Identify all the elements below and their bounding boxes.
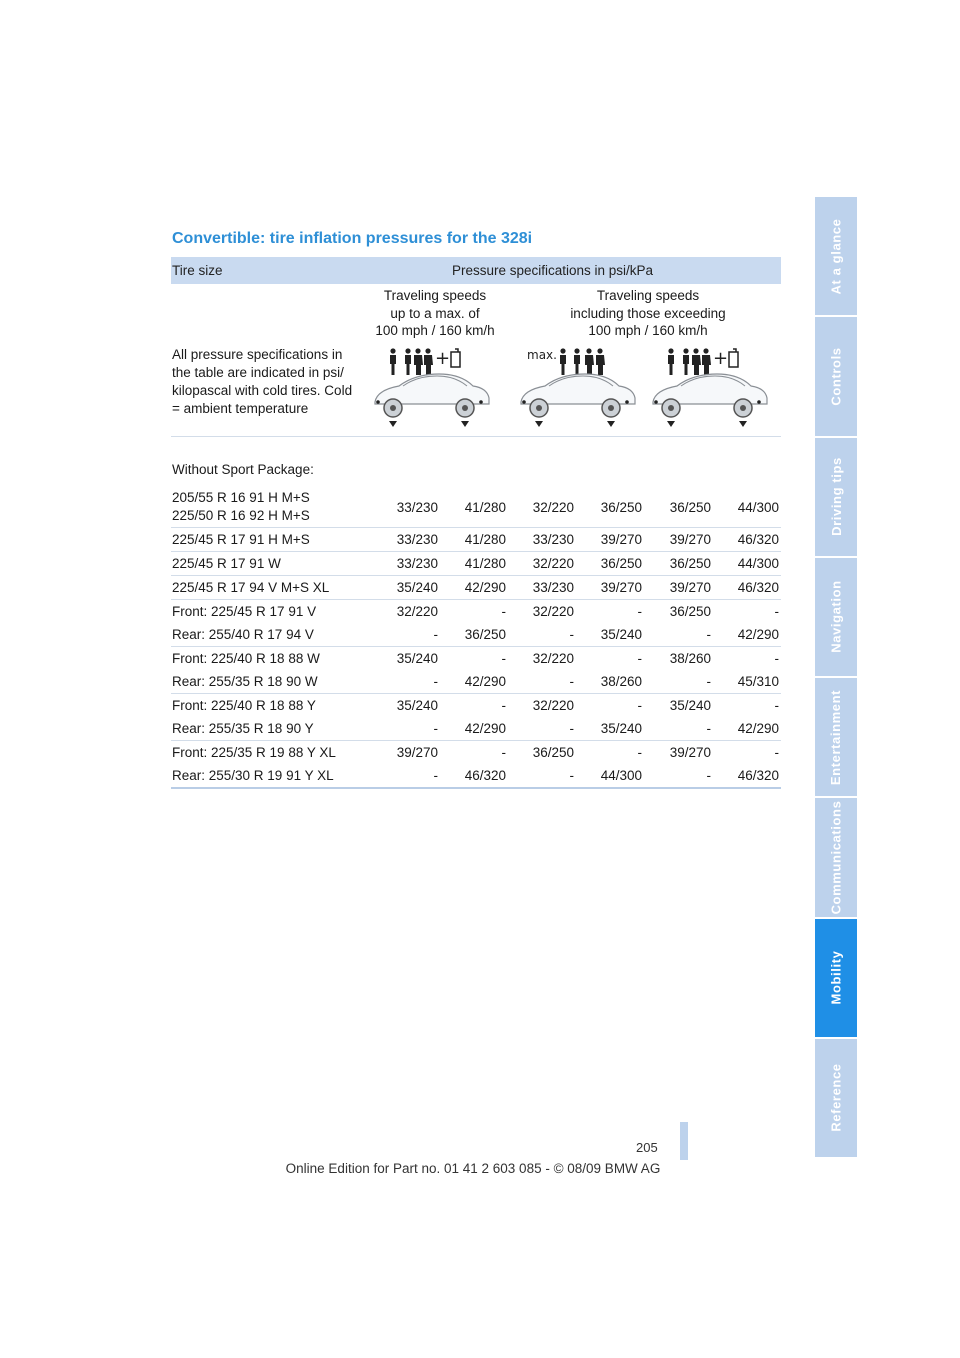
pressure-value: 39/270	[600, 532, 642, 547]
pressure-value: 44/300	[600, 768, 642, 783]
tire-size-cell: Rear: 255/40 R 17 94 V	[172, 626, 314, 642]
tab-label: Reference	[828, 1063, 844, 1133]
tire-size-cell: 225/45 R 17 94 V M+S XL	[172, 579, 330, 595]
tab-navigation[interactable]	[815, 558, 857, 676]
table-row	[171, 487, 781, 528]
pressure-value: -	[774, 651, 779, 666]
speed-b-line: 100 mph / 160 km/h	[588, 323, 708, 338]
pressure-value: -	[637, 651, 642, 666]
footer-accent-bar	[680, 1122, 688, 1160]
pressure-value: 32/220	[532, 499, 574, 515]
pressure-value: -	[774, 698, 779, 713]
tire-pressure-table	[171, 257, 781, 789]
pressure-value: -	[706, 627, 711, 642]
page-number: 205	[636, 1140, 658, 1155]
pressure-value: 41/280	[464, 556, 506, 571]
pressure-value: -	[501, 698, 506, 713]
sub-label: Without Sport Package:	[172, 462, 314, 477]
pressure-value: -	[569, 768, 574, 783]
pressure-value: 32/220	[532, 556, 574, 571]
pressure-value: 39/270	[669, 532, 711, 547]
tab-reference[interactable]	[815, 1039, 857, 1157]
tire-size-cell: Front: 225/40 R 18 88 Y	[172, 697, 316, 713]
speed-group-a	[361, 287, 509, 340]
table-row	[171, 623, 781, 647]
tire-size-cell: Front: 225/35 R 19 88 Y XL	[172, 744, 336, 760]
pressure-value: 32/220	[396, 604, 438, 619]
pressure-value: 38/260	[669, 651, 711, 666]
pressure-value: 42/290	[737, 627, 779, 642]
table-row	[171, 717, 781, 741]
tire-size-cell: Rear: 255/35 R 18 90 W	[172, 673, 318, 689]
pressure-value: 46/320	[737, 580, 779, 595]
pressure-value: 39/270	[669, 745, 711, 760]
pressure-value: -	[569, 721, 574, 736]
speed-b-line: Traveling speeds	[596, 288, 700, 303]
pressure-value: 39/270	[600, 580, 642, 595]
pressure-value: 42/290	[464, 674, 506, 689]
pressure-value: 46/320	[737, 532, 779, 547]
pressure-note: All pressure specifications in the table are indicated in psi/ kilopascal with cold tires. Cold = ambient temperature	[172, 347, 353, 416]
speed-b-line: including those exceeding	[570, 305, 726, 321]
table-row	[171, 670, 781, 694]
pressure-value: 36/250	[669, 604, 711, 619]
table-row	[171, 741, 781, 764]
pressure-value: -	[774, 604, 779, 619]
tire-size-cell	[171, 488, 370, 526]
pressure-value: 36/250	[600, 556, 642, 571]
pressure-value: 41/280	[464, 499, 506, 515]
pressure-value: 36/250	[669, 556, 711, 571]
load-illustration-row	[171, 342, 781, 437]
pressure-value: -	[569, 674, 574, 689]
pressure-value: 42/290	[464, 580, 506, 595]
pressure-value: 39/270	[396, 745, 438, 760]
table-row	[171, 600, 781, 623]
pressure-value: -	[637, 745, 642, 760]
pressure-value: 33/230	[396, 532, 438, 547]
footer-text: Online Edition for Part no. 01 41 2 603 085 - © 08/09 BMW AG	[285, 1161, 661, 1176]
table-row	[171, 528, 781, 552]
header-pressure: Pressure specifications in psi/kPa	[451, 263, 654, 278]
tire-size-cell: Rear: 255/30 R 19 91 Y XL	[172, 767, 334, 783]
pressure-value: -	[706, 674, 711, 689]
pressure-value: -	[501, 651, 506, 666]
pressure-value: 36/250	[600, 499, 642, 515]
tab-label: Controls	[828, 347, 844, 406]
tab-communications[interactable]	[815, 798, 857, 916]
pressure-value: -	[501, 745, 506, 760]
pressure-value: -	[706, 721, 711, 736]
four-persons-plus-luggage-car-icon	[647, 344, 771, 430]
pressure-value: 32/220	[532, 604, 574, 619]
tab-label: Communications	[828, 800, 844, 915]
pressure-value: 36/250	[532, 745, 574, 760]
tab-label: At a glance	[828, 218, 844, 295]
header-tire-size: Tire size	[172, 263, 223, 278]
svg-text:+: +	[435, 348, 451, 369]
speed-a-line: up to a max. of	[390, 305, 480, 321]
tire-size-cell: 225/45 R 17 91 W	[172, 555, 281, 571]
pressure-value: 46/320	[464, 768, 506, 783]
tab-label: Entertainment	[828, 689, 844, 785]
tire-size-cell: 225/45 R 17 91 H M+S	[172, 531, 310, 547]
pressure-value: -	[569, 627, 574, 642]
table-header	[171, 257, 781, 284]
speed-a-line: Traveling speeds	[383, 288, 487, 303]
pressure-value: 33/230	[396, 556, 438, 571]
pressure-value: 32/220	[532, 698, 574, 713]
pressure-value: -	[637, 604, 642, 619]
pressure-value: -	[433, 674, 438, 689]
table-row	[171, 552, 781, 576]
pressure-value: -	[433, 627, 438, 642]
table-row	[171, 764, 781, 789]
pressure-value: 36/250	[464, 627, 506, 642]
tab-controls[interactable]	[815, 317, 857, 435]
chapter-tabs	[815, 197, 857, 1159]
pressure-value: 36/250	[669, 499, 711, 515]
pressure-value: 33/230	[532, 580, 574, 595]
max-label: max.	[527, 348, 557, 362]
pressure-value: -	[637, 698, 642, 713]
pressure-value: 42/290	[737, 721, 779, 736]
pressure-value: 46/320	[737, 768, 779, 783]
table-row	[171, 694, 781, 717]
pressure-value: 42/290	[464, 721, 506, 736]
table-row	[171, 647, 781, 670]
pressure-value: 33/230	[532, 532, 574, 547]
speed-group-b	[531, 287, 765, 340]
tab-label: Driving tips	[828, 457, 844, 536]
pressure-value: 39/270	[669, 580, 711, 595]
pressure-value: -	[501, 604, 506, 619]
svg-text:+: +	[713, 348, 729, 369]
tire-size-cell: Front: 225/40 R 18 88 W	[172, 650, 320, 666]
tab-mobility[interactable]	[815, 919, 857, 1037]
pressure-value: 44/300	[737, 499, 779, 515]
pressure-value: 35/240	[600, 627, 642, 642]
max-four-persons-car-icon	[515, 344, 639, 430]
pressure-value: 35/240	[600, 721, 642, 736]
section-title: Convertible: tire inflation pressures for the 328i	[172, 230, 533, 247]
tire-size-cell: Rear: 255/35 R 18 90 Y	[172, 720, 314, 736]
tire-size-cell: Front: 225/45 R 17 91 V	[172, 603, 317, 619]
pressure-value: 45/310	[737, 674, 779, 689]
speed-header-row	[171, 284, 781, 342]
tab-driving-tips[interactable]	[815, 438, 857, 556]
pressure-value: 35/240	[396, 698, 438, 713]
tire-size-text: 225/50 R 16 92 H M+S	[172, 508, 310, 523]
pressure-value: 44/300	[737, 556, 779, 571]
table-row	[171, 576, 781, 600]
pressure-value: 33/230	[396, 499, 438, 515]
pressure-value: 32/220	[532, 651, 574, 666]
pressure-value: 35/240	[396, 580, 438, 595]
four-persons-plus-luggage-car-icon	[369, 344, 493, 430]
tire-size-text: 205/55 R 16 91 H M+S	[172, 490, 310, 505]
tab-at-a-glance[interactable]	[815, 197, 857, 315]
tab-entertainment[interactable]	[815, 678, 857, 796]
pressure-value: 35/240	[669, 698, 711, 713]
tab-label: Navigation	[828, 580, 844, 654]
pressure-value: -	[433, 721, 438, 736]
pressure-value: 41/280	[464, 532, 506, 547]
pressure-value: -	[706, 768, 711, 783]
pressure-value: -	[774, 745, 779, 760]
pressure-value: 38/260	[600, 674, 642, 689]
tab-label: Mobility	[828, 950, 844, 1005]
speed-a-line: 100 mph / 160 km/h	[375, 323, 495, 338]
pressure-value: 35/240	[396, 651, 438, 666]
pressure-value: -	[433, 768, 438, 783]
